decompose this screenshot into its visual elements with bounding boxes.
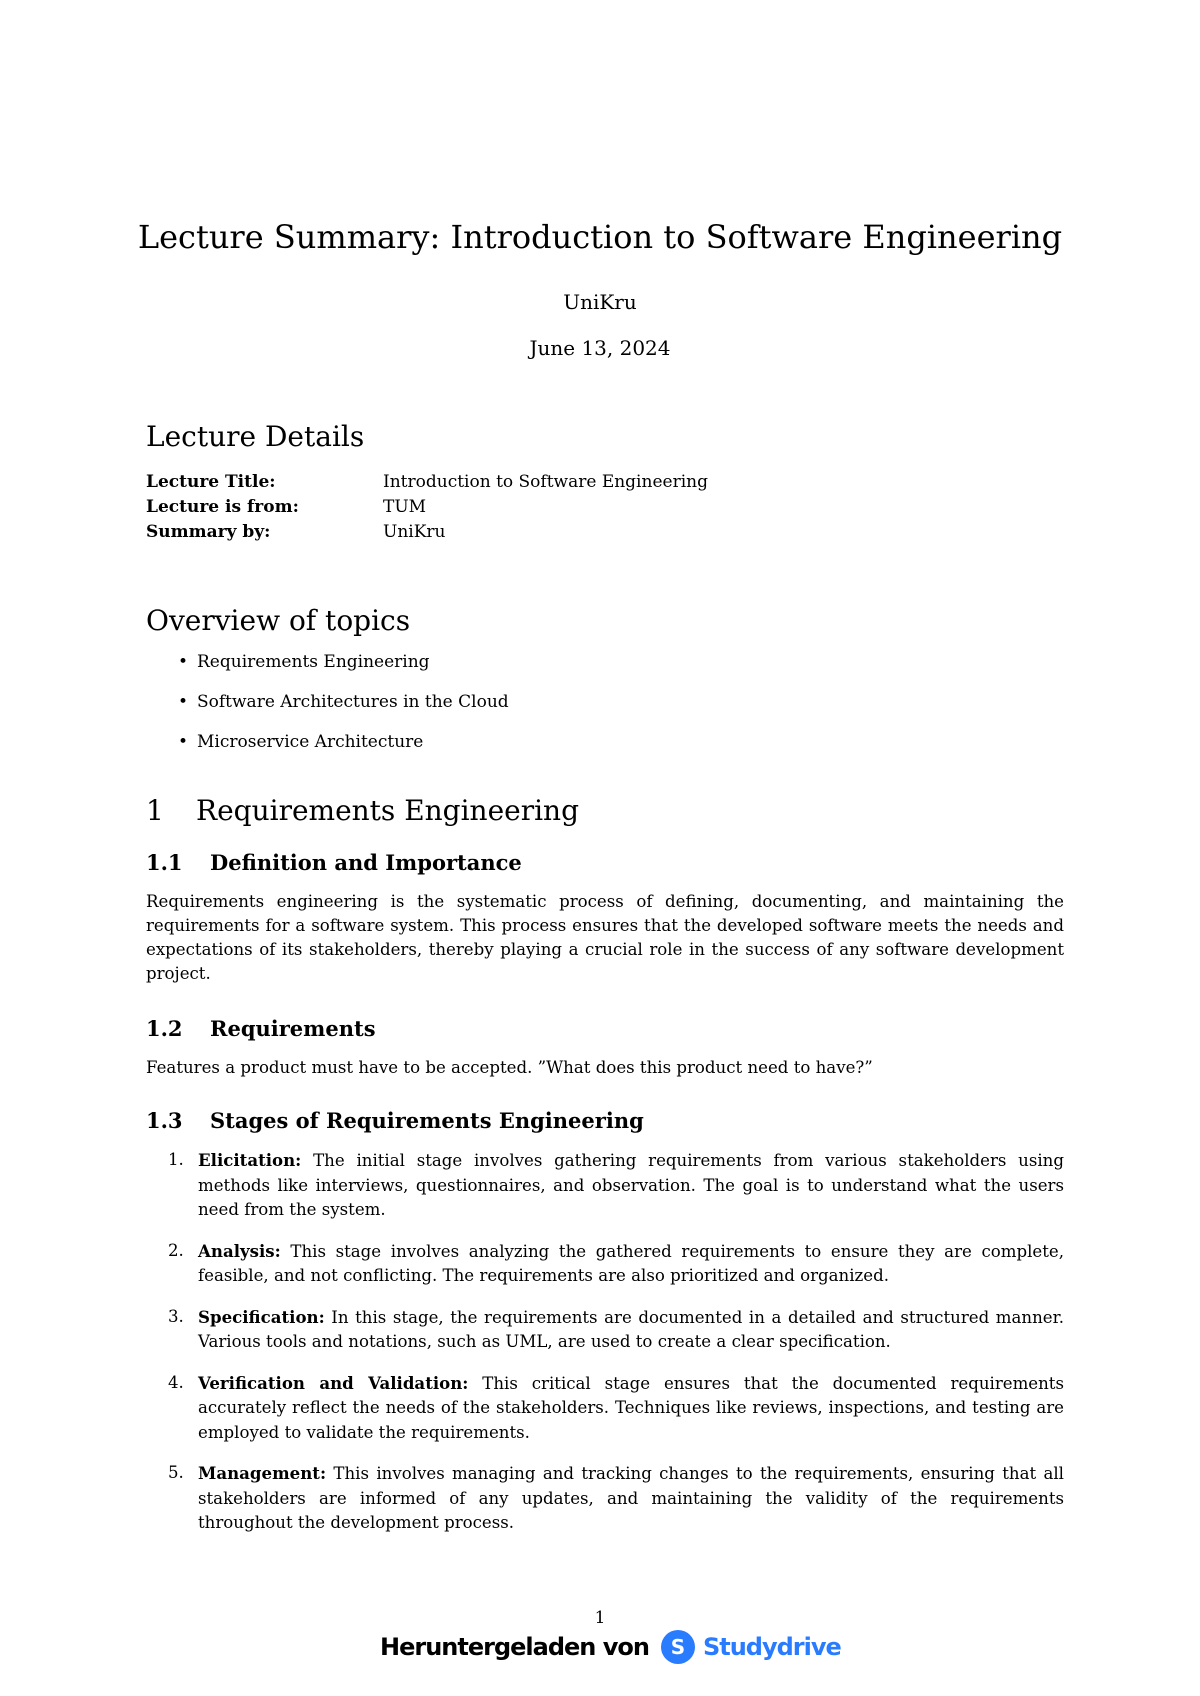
list-item — [146, 1148, 1064, 1223]
section-title: Requirements Engineering — [196, 794, 580, 827]
list-item-text: Requirements Engineering — [197, 652, 430, 672]
details-value: TUM — [383, 497, 427, 517]
section-number: 1 — [146, 794, 164, 827]
item-text: This critical stage ensures that the documented requirements accurately reflect the needs of the stakeholders. Techniques like reviews, inspections, and testing are employed to validate the requirements. — [198, 1373, 1064, 1442]
bullet-icon: • — [178, 652, 189, 672]
item-number: 2. — [168, 1240, 184, 1260]
item-label: Verification and Validation: — [198, 1372, 469, 1393]
downloaded-from-text: Heruntergeladen von — [380, 1633, 649, 1661]
subsection-title: Definition and Importance — [210, 850, 522, 875]
list-item-text: Software Architectures in the Cloud — [197, 692, 509, 712]
list-item-text: Microservice Architecture — [197, 732, 424, 752]
section-heading — [146, 794, 579, 827]
item-label: Analysis: — [198, 1240, 281, 1261]
item-number: 4. — [168, 1372, 184, 1392]
item-text: The initial stage involves gathering requirements from various stakeholders using methods like interviews, questionnaires, and observation. The goal is to understand what the users need from the system. — [198, 1151, 1064, 1219]
studydrive-logo-icon[interactable] — [661, 1630, 695, 1664]
list-item — [178, 732, 509, 772]
stages-list — [146, 1148, 1064, 1552]
list-item — [146, 1461, 1064, 1536]
document-date: June 13, 2024 — [529, 336, 671, 360]
subsection-heading — [146, 1108, 644, 1133]
subsection-number: 1.1 — [146, 850, 183, 875]
details-value: UniKru — [383, 522, 446, 542]
bullet-icon: • — [178, 732, 189, 752]
subsection-heading — [146, 850, 522, 875]
list-item — [146, 1371, 1064, 1446]
item-number: 3. — [168, 1306, 184, 1326]
overview-list — [178, 652, 509, 772]
list-item — [146, 1239, 1064, 1289]
details-key: Lecture Title: — [146, 472, 276, 492]
item-label: Management: — [198, 1463, 327, 1483]
subsection-number: 1.2 — [146, 1016, 183, 1041]
list-item — [178, 652, 509, 692]
logo-letter: S — [670, 1635, 686, 1659]
item-text: In this stage, the requirements are documented in a detailed and structured manner. Various tools and notations, such as UML, are used to create a clear specification. — [198, 1307, 1064, 1351]
document-author: UniKru — [563, 290, 637, 314]
studydrive-brand-link[interactable]: Studydrive — [702, 1633, 841, 1661]
definition-paragraph: Requirements engineering is the systematic process of defining, documenting, and maintaining the requirements for a software system. This process ensures that the developed software meets the needs and expectations of its stakeholders, thereby playing a crucial role in the success of any software development project. — [146, 892, 1064, 983]
list-item — [178, 692, 509, 732]
details-row-from — [146, 495, 708, 520]
item-text: This stage involves analyzing the gathered requirements to ensure they are complete, feasible, and not conflicting. The requirements are also prioritized and organized. — [198, 1241, 1064, 1285]
lecture-details-table — [146, 470, 708, 545]
details-value: Introduction to Software Engineering — [383, 472, 708, 492]
download-footer[interactable] — [380, 1628, 841, 1666]
requirements-paragraph: Features a product must have to be accepted. ”What does this product need to have?” — [146, 1058, 873, 1077]
lecture-details-heading: Lecture Details — [146, 420, 365, 453]
subsection-title: Requirements — [210, 1016, 376, 1041]
details-row-summary-by — [146, 520, 708, 545]
document-title: Lecture Summary: Introduction to Software Engineering — [137, 218, 1063, 256]
bullet-icon: • — [178, 692, 189, 712]
list-item — [146, 1305, 1064, 1355]
subsection-number: 1.3 — [146, 1108, 183, 1133]
overview-heading: Overview of topics — [146, 604, 411, 637]
item-label: Specification: — [198, 1306, 325, 1327]
page-number: 1 — [594, 1608, 606, 1628]
subsection-heading — [146, 1016, 376, 1041]
subsection-title: Stages of Requirements Engineering — [210, 1108, 644, 1133]
item-number: 1. — [168, 1150, 184, 1169]
details-row-title — [146, 470, 708, 495]
item-number: 5. — [168, 1463, 184, 1482]
details-key: Summary by: — [146, 522, 271, 542]
item-label: Elicitation: — [198, 1150, 302, 1170]
details-key: Lecture is from: — [146, 497, 299, 517]
item-text: This involves managing and tracking changes to the requirements, ensuring that all stakeholders are informed of any updates, and maintaining the validity of the requirements throughout the development process. — [198, 1464, 1064, 1532]
